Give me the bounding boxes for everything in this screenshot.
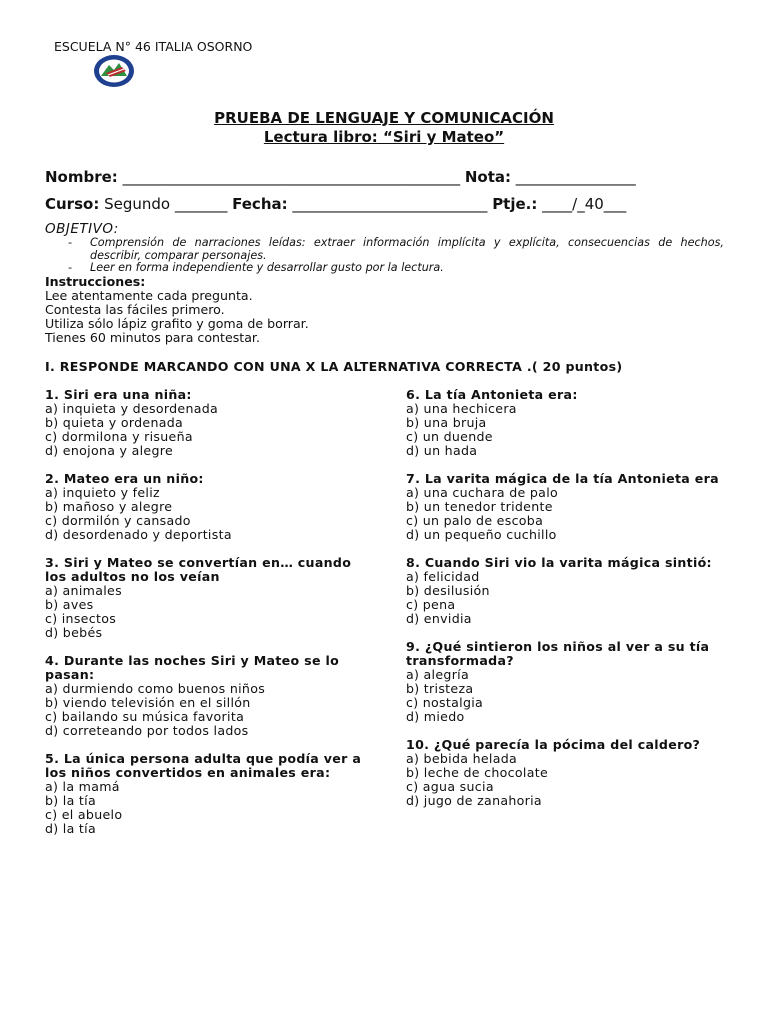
exam-title: PRUEBA DE LENGUAJE Y COMUNICACIÓN — [214, 109, 554, 127]
objetivo-list — [68, 237, 724, 275]
option-d[interactable]: d) miedo — [406, 709, 465, 724]
option-c[interactable]: c) un palo de escoba — [406, 513, 544, 528]
option-b[interactable]: b) quieta y ordenada — [45, 415, 184, 430]
option-d[interactable]: d) la tía — [45, 821, 96, 836]
question-text: 8. Cuando Siri vio la varita mágica sintió: — [406, 555, 712, 570]
objetivo-item: - Leer en forma independiente y desarrollar gusto por la lectura. — [68, 261, 444, 274]
question-text: 2. Mateo era un niño: — [45, 471, 204, 486]
option-b[interactable]: b) viendo televisión en el sillón — [45, 695, 251, 710]
nombre-label: Nombre: — [45, 168, 118, 186]
exam-subtitle: Lectura libro: “Siri y Mateo” — [263, 128, 505, 146]
instructions-heading: Instrucciones: — [45, 274, 146, 289]
nombre-line: _____________________________________________ — [117, 168, 465, 186]
option-a[interactable]: a) la mamá — [45, 779, 120, 794]
name-row — [45, 168, 636, 186]
option-d[interactable]: d) un pequeño cuchillo — [406, 527, 557, 542]
question-text: 6. La tía Antonieta era: — [406, 387, 578, 402]
question-1 — [45, 388, 365, 458]
option-a[interactable]: a) bebida helada — [406, 751, 518, 766]
option-a[interactable]: a) una cuchara de palo — [406, 485, 559, 500]
question-3 — [45, 556, 365, 640]
fecha-label: Fecha: — [232, 195, 288, 213]
question-2 — [45, 472, 365, 542]
instruction-line: Utiliza sólo lápiz grafito y goma de borrar. — [45, 316, 309, 331]
option-d[interactable]: d) desordenado y deportista — [45, 527, 232, 542]
option-d[interactable]: d) enojona y alegre — [45, 443, 174, 458]
option-b[interactable]: b) la tía — [45, 793, 96, 808]
question-text: 10. ¿Qué parecía la pócima del caldero? — [406, 737, 701, 752]
instruction-line: Contesta las fáciles primero. — [45, 302, 225, 317]
title-block — [0, 109, 768, 147]
course-row — [45, 195, 626, 213]
option-b[interactable]: b) leche de chocolate — [406, 765, 549, 780]
curso-label: Curso: — [45, 195, 100, 213]
option-a[interactable]: a) alegría — [406, 667, 469, 682]
option-a[interactable]: a) felicidad — [406, 569, 480, 584]
option-c[interactable]: c) insectos — [45, 611, 117, 626]
option-b[interactable]: b) un tenedor tridente — [406, 499, 553, 514]
instructions — [45, 275, 309, 345]
option-b[interactable]: b) aves — [45, 597, 94, 612]
fecha-line: __________________________ — [287, 195, 493, 213]
question-9 — [406, 640, 726, 724]
option-b[interactable]: b) una bruja — [406, 415, 487, 430]
question-7 — [406, 472, 726, 542]
option-d[interactable]: d) envidia — [406, 611, 472, 626]
questions-left-column — [45, 388, 365, 850]
nota-line: ________________ — [511, 168, 636, 186]
question-text: 4. Durante las noches Siri y Mateo se lo pasan: — [45, 653, 340, 682]
option-d[interactable]: d) bebés — [45, 625, 103, 640]
option-d[interactable]: d) correteando por todos lados — [45, 723, 249, 738]
question-4 — [45, 654, 365, 738]
option-d[interactable]: d) un hada — [406, 443, 478, 458]
question-5 — [45, 752, 365, 836]
option-a[interactable]: a) animales — [45, 583, 122, 598]
objetivo-heading: OBJETIVO: — [45, 221, 119, 237]
school-name: ESCUELA N° 46 ITALIA OSORNO — [54, 39, 253, 54]
option-b[interactable]: b) desilusión — [406, 583, 490, 598]
question-text: 9. ¿Qué sintieron los niños al ver a su tía transformada? — [406, 639, 710, 668]
question-6 — [406, 388, 726, 458]
question-8 — [406, 556, 726, 626]
question-text: 1. Siri era una niña: — [45, 387, 192, 402]
curso-value: Segundo _______ — [99, 195, 233, 213]
option-a[interactable]: a) una hechicera — [406, 401, 517, 416]
option-c[interactable]: c) bailando su música favorita — [45, 709, 245, 724]
ptje-value: ____/_40___ — [537, 195, 627, 213]
option-c[interactable]: c) nostalgia — [406, 695, 484, 710]
question-10 — [406, 738, 726, 808]
option-a[interactable]: a) inquieto y feliz — [45, 485, 160, 500]
school-logo-icon — [92, 53, 136, 89]
option-c[interactable]: c) agua sucia — [406, 779, 494, 794]
option-c[interactable]: c) dormilón y cansado — [45, 513, 191, 528]
nota-label: Nota: — [464, 168, 511, 186]
option-b[interactable]: b) mañoso y alegre — [45, 499, 173, 514]
option-a[interactable]: a) durmiendo como buenos niños — [45, 681, 266, 696]
option-c[interactable]: c) un duende — [406, 429, 493, 444]
option-c[interactable]: c) pena — [406, 597, 456, 612]
dash-bullet-icon: - — [68, 236, 73, 249]
option-d[interactable]: d) jugo de zanahoria — [406, 793, 542, 808]
option-b[interactable]: b) tristeza — [406, 681, 474, 696]
questions-right-column — [406, 388, 726, 822]
option-c[interactable]: c) el abuelo — [45, 807, 123, 822]
dash-bullet-icon: - — [68, 261, 73, 274]
objetivo-item: - Comprensión de narraciones leídas: extraer información implícita y explícita, consecuencias de hechos, describir, comparar personajes. — [68, 236, 724, 262]
question-text: 7. La varita mágica de la tía Antonieta era — [406, 471, 719, 486]
ptje-label: Ptje.: — [492, 195, 538, 213]
section-heading: I. RESPONDE MARCANDO CON UNA X LA ALTERNATIVA CORRECTA .( 20 puntos) — [45, 359, 623, 374]
instruction-line: Tienes 60 minutos para contestar. — [45, 330, 260, 345]
question-text: 3. Siri y Mateo se convertían en… cuando los adultos no los veían — [45, 555, 352, 584]
instruction-line: Lee atentamente cada pregunta. — [45, 288, 253, 303]
option-c[interactable]: c) dormilona y risueña — [45, 429, 193, 444]
option-a[interactable]: a) inquieta y desordenada — [45, 401, 219, 416]
question-text: 5. La única persona adulta que podía ver a los niños convertidos en animales era: — [45, 751, 362, 780]
